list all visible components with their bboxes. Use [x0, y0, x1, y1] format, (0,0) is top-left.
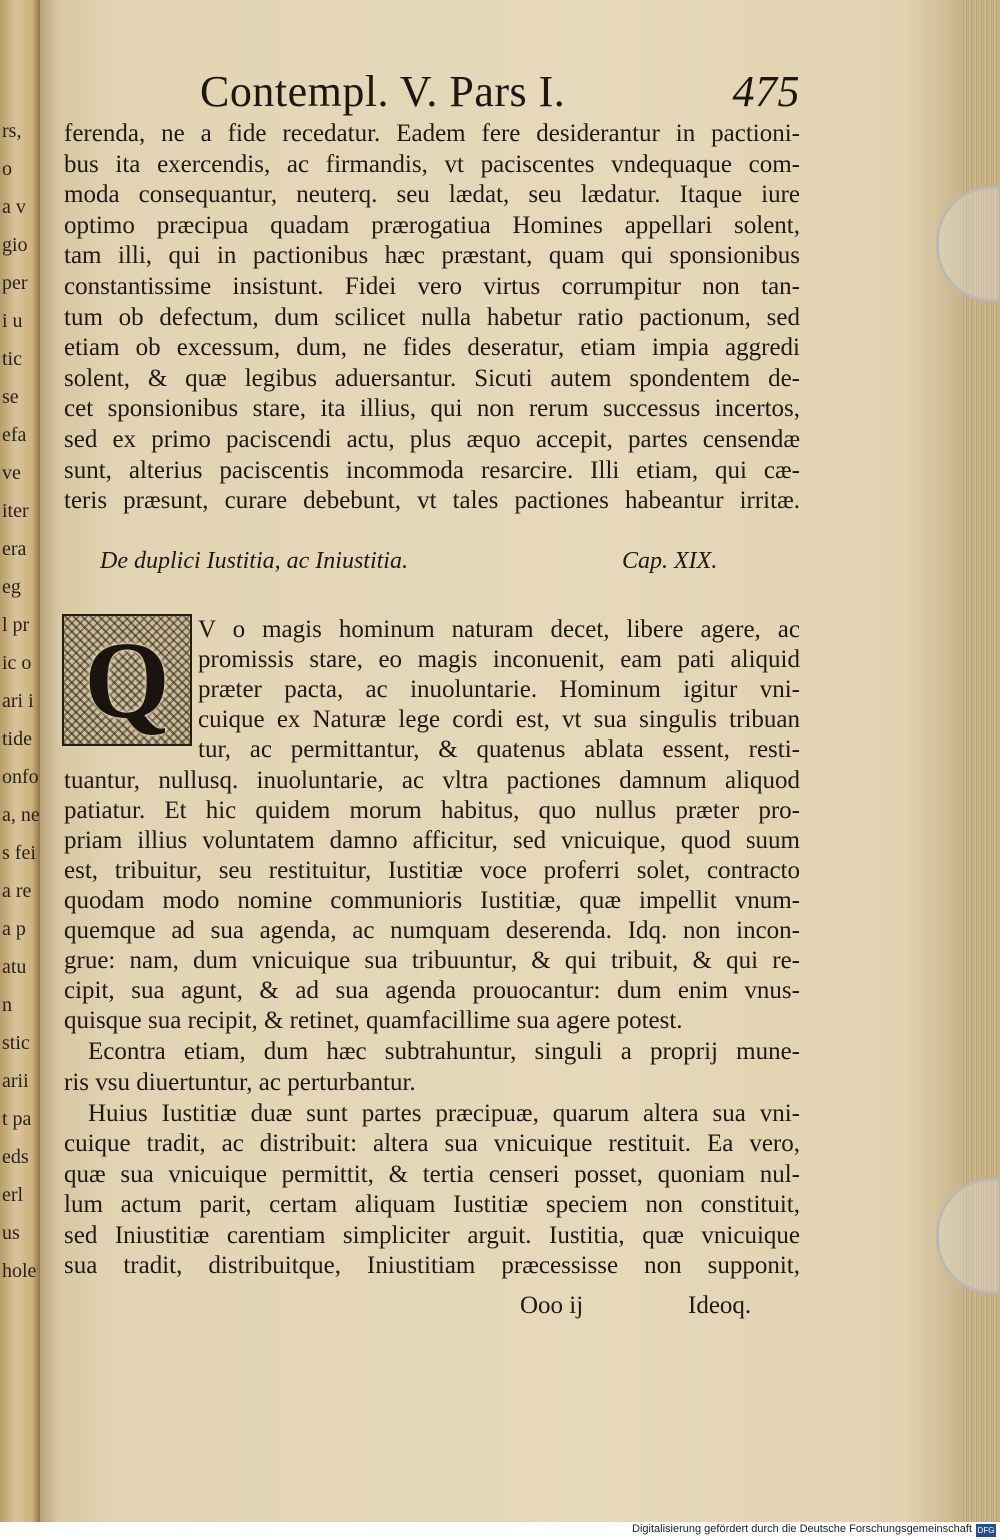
digitization-footer [0, 1522, 1000, 1540]
prev-page-fragment: gio [2, 234, 28, 256]
text-line: solent, & quæ legibus aduersantur. Sicuti autem spondentem de- [64, 364, 800, 392]
prev-page-fragment: a p [2, 918, 26, 940]
text-line: cuique ex Naturæ lege cordi est, vt sua singulis tribuan [198, 706, 800, 734]
text-line: quæ sua vnicuique permittit, & tertia censeri posset, quoniam nul- [64, 1160, 800, 1188]
prev-page-fragment: t pa [2, 1108, 32, 1130]
prev-page-fragment: se [2, 386, 19, 408]
text-line: Huius Iustitiæ duæ sunt partes præcipuæ, quarum altera sua vni- [88, 1100, 800, 1127]
prev-page-fragment: o [2, 158, 12, 180]
text-line: est, tribuitur, seu restituitur, Iustitiæ voce proferri solet, contracto [64, 856, 800, 884]
prev-page-fragment: hole [2, 1260, 37, 1282]
text-line: sunt, alterius paciscentis incommoda resarcire. Illi etiam, qui cæ- [64, 456, 800, 484]
text-line: tuantur, nullusq. inuoluntarie, ac vltra pactiones damnum aliquod [64, 766, 800, 794]
prev-page-fragment: n [2, 994, 12, 1016]
text-line: bus ita exercendis, ac firmandis, vt paciscentes vndequaque com- [64, 150, 800, 178]
text-line: sed Iniustitiæ carentiam simpliciter arguit. Iustitia, quæ vnicuique [64, 1221, 800, 1249]
text-line: cet sponsionibus stare, ita illius, qui non rerum successus incertos, [64, 395, 800, 423]
text-line: constantissime insistunt. Fidei vero virtus corrumpitur non tan- [64, 273, 800, 300]
prev-page-fragment: s fei [2, 842, 36, 864]
prev-page-fragment: iter [2, 500, 29, 522]
previous-page-edge [0, 0, 40, 1540]
text-line: patiatur. Et hic quidem morum habitus, quo nullus præter pro- [64, 796, 800, 824]
text-line: sua tradit, distribuitque, Iniustitiam præcessisse non supponit, [64, 1252, 800, 1279]
signature-mark: Ooo ij [520, 1292, 584, 1319]
text-line: ferenda, ne a fide recedatur. Eadem fere desiderantur in pactioni- [64, 120, 800, 147]
chapter-heading [100, 548, 780, 584]
text-line: priam illius voluntatem damno afficitur, sed vnicuique, quod suum [64, 826, 800, 854]
prev-page-fragment: eg [2, 576, 21, 598]
prev-page-fragment: onfo [2, 766, 39, 788]
prev-page-fragment: ve [2, 462, 21, 484]
decorated-initial [62, 614, 192, 746]
prev-page-fragment: arii [2, 1070, 29, 1092]
prev-page-fragment: era [2, 538, 27, 560]
text-line: ris vsu diuertuntur, ac perturbantur. [64, 1068, 416, 1096]
dfg-logo: DFG [977, 1526, 995, 1535]
text-line: quemque ad sua agenda, ac numquam deserenda. Idq. non incon- [64, 917, 800, 944]
prev-page-fragment: tide [2, 728, 32, 750]
text-line: grue: nam, dum vnicuique sua tribuuntur, & qui tribuit, & qui re- [64, 947, 800, 975]
prev-page-fragment: tic [2, 348, 22, 370]
text-line: Econtra etiam, dum hæc subtrahuntur, singuli a proprij mune- [88, 1038, 800, 1065]
text-line: cipit, sua agunt, & ad sua agenda prouocantur: dum enim vnus- [64, 977, 800, 1005]
prev-page-fragment: eds [2, 1146, 29, 1168]
text-line: lum actum parit, certam aliquam Iustitiæ speciem non constituit, [64, 1191, 800, 1219]
text-line: tur, ac permittantur, & quatenus ablata essent, resti- [198, 736, 800, 764]
prev-page-fragment: a v [2, 196, 26, 218]
footer-credit: Digitalisierung gefördert durch die Deutsche Forschungsgemeinschaft [632, 1523, 972, 1535]
prev-page-fragment: us [2, 1222, 20, 1244]
signature-line [520, 1292, 780, 1326]
text-line: teris præsunt, curare debebunt, vt tales pactiones habeantur irritæ. [64, 487, 800, 515]
prev-page-fragment: per [2, 272, 28, 294]
prev-page-fragment: stic [2, 1032, 30, 1054]
prev-page-fragment: efa [2, 424, 27, 446]
text-line: tam illi, qui in pactionibus hæc præstant, quam qui sponsionibus [64, 242, 800, 270]
drop-cap-letter: Q [84, 619, 170, 741]
prev-page-fragment: a re [2, 880, 32, 902]
prev-page-fragment: ic o [2, 652, 32, 674]
prev-page-fragment: a, ne [2, 804, 40, 826]
text-line: moda consequantur, neuterq. seu lædat, seu lædatur. Itaque iure [64, 181, 800, 209]
text-line: promissis stare, eo magis inconuenit, eam pati aliquid [198, 646, 800, 674]
text-line: V o magis hominum naturam decet, libere agere, ac [198, 616, 800, 643]
catchword: Ideoq. [688, 1292, 752, 1319]
page-number: 475 [732, 67, 800, 116]
prev-page-fragment: atu [2, 956, 27, 978]
prev-page-fragment: l pr [2, 614, 30, 636]
running-head [200, 66, 800, 126]
text-line: præter pacta, ac inuoluntarie. Hominum igitur vni- [198, 676, 800, 704]
prev-page-fragment: i u [2, 310, 23, 332]
chapter-number: Cap. XIX. [622, 548, 718, 574]
text-line: etiam ob excessum, dum, ne fides deseratur, etiam impia aggredi [64, 334, 800, 362]
text-line: quisque sua recipit, & retinet, quamfacillime sua agere potest. [64, 1007, 683, 1035]
chapter-title: De duplici Iustitia, ac Iniustitia. [100, 548, 408, 574]
text-line: optimo præcipua quadam prærogatiua Homines appellari solent, [64, 211, 800, 239]
prev-page-fragment: ari i [2, 690, 34, 712]
running-head-title: Contempl. V. Pars I. [200, 67, 566, 116]
prev-page-fragment: rs, [2, 120, 22, 142]
text-line: tum ob defectum, dum scilicet nulla habetur ratio pactionum, sed [64, 303, 800, 331]
text-line: quodam modo nomine communioris Iustitiæ, quæ impellit vnum- [64, 886, 800, 914]
text-line: cuique tradit, ac distribuit: altera sua vnicuique restituit. Ea vero, [64, 1130, 800, 1158]
prev-page-fragment: erl [2, 1184, 24, 1206]
text-line: sed ex primo paciscendi actu, plus æquo accepit, partes censendæ [64, 426, 800, 453]
